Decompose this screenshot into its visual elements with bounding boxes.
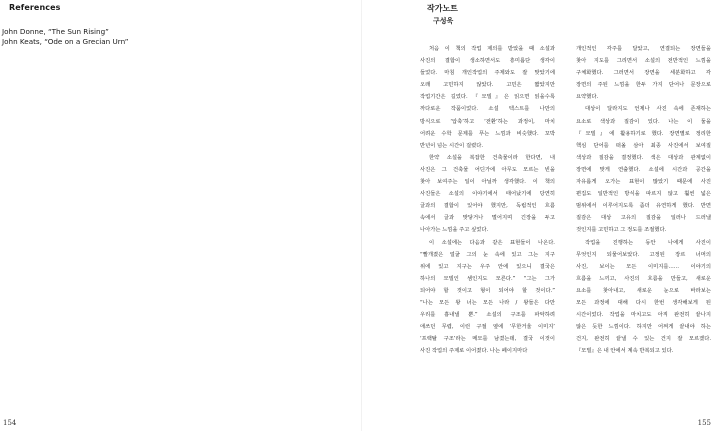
text-line: 방식으로 ‘압축’하고 ‘전환’하는 과정이, 마치	[420, 118, 555, 125]
text-line: 핵심 단어를 떠올 삼아 최종 사진에서 보여질	[576, 142, 711, 149]
text-column-1	[420, 43, 555, 357]
text-line: 찾아 보여주는 일이 아닐까 생각했다. 이 책의	[420, 179, 555, 186]
text-line: 우리를 흉내낼 뿐.” 소설의 구조를 파악하려	[420, 312, 555, 319]
text-line: 반년이 넘는 시간이 걸렸다.	[420, 142, 484, 149]
text-line: 『모빌』은 내 안에서 계속 반복되고 있다.	[576, 348, 674, 355]
text-line: 애쓰던 무렵, 이런 구절 옆에 ‘무한거울 이미지’	[420, 324, 555, 331]
text-line: 위에 있고 지구는 우주 안에 있으니 결국은	[420, 263, 555, 270]
text-column-2	[576, 43, 711, 357]
text-line: 무엇인지 되물어보았다. 고정된 장르 너머의	[576, 251, 711, 258]
text-line: 시간이었다. 작업을 마치고도 아직 완전히 끝나지	[576, 312, 711, 319]
right-page	[362, 0, 723, 431]
reference-item: John Keats, “Ode on a Grecian Urn”	[2, 36, 129, 46]
text-line: 대상이 달라지도 언제나 사진 속에 존재하는	[585, 106, 711, 113]
text-line: 속에서 글과 맞닿거나 멀어지며 긴장을 두고	[420, 215, 555, 222]
reference-list	[2, 27, 129, 46]
text-line: 되어야 할 것이고 형이 되어야 할 것이다.”	[420, 287, 555, 294]
text-line: 자유롭게 오가는 표현이 많았기 때문에 사진	[576, 179, 711, 186]
text-line: 않은 듯한 느낌이다. 하지만 어쩌게 끝내야 하는	[576, 324, 711, 331]
text-line: 장면의 주된 느낌을 한두 가지 단어나 문장으로	[576, 82, 711, 89]
text-line: 사진, 보이는 모든 이미지를…… 이야기의	[576, 263, 711, 270]
text-line: 구체화했다. 그러면서 장면을 세분화하고 각	[576, 70, 711, 77]
text-line: 흐름을 느끼고, 사진의 흐름을 만들고, 새로운	[576, 275, 711, 282]
page-number-left: 154	[3, 419, 17, 427]
text-line: 편집도 일반적인 방식을 따르지 않고 훨씬 넓은	[576, 191, 711, 198]
references-heading: References	[9, 3, 61, 12]
text-line: ‘프랙탈 구조’라는 메모를 남겼는데, 결국 이것이	[420, 336, 555, 343]
text-line: 질감은 대상 고유의 질감을 일러나 드러낼	[576, 215, 711, 222]
text-line: 오래 고민하지 않았다. 고민은 짧았지만	[420, 82, 555, 89]
text-line: 이 소설에는 다음과 같은 표현들이 나온다.	[429, 239, 555, 246]
text-line: 사진은 그 건축물 어딘가에 아무도 모르는 빈을	[420, 166, 555, 173]
article-title: 작가노트	[427, 4, 458, 13]
text-line: 것인지를 고민하고 그 정도를 조절했다.	[576, 227, 667, 234]
text-line: 모든 과정에 대해 다시 한번 생각해보게 된	[576, 299, 711, 306]
text-line: 글과의 결합이 있어야 했지만, 독립적인 흐름	[420, 203, 555, 210]
page-number-right: 155	[697, 419, 711, 427]
text-line: 건지, 완전히 끝낼 수 있는 건지 잘 모르겠다.	[576, 336, 711, 343]
text-line: 사진들은 소설의 이야기에서 태어났기에 당연히	[420, 191, 555, 198]
text-line: 처음 이 책의 작업 제의를 받았을 때 소설과	[429, 46, 555, 52]
text-line: 작업을 진행하는 동안 나에게 사진이	[585, 239, 711, 246]
text-line: 사진의 결합이 생소하면서도 흥미롭단 생각이	[420, 58, 555, 65]
text-line: 나아가는 느낌을 주고 싶었다.	[420, 227, 489, 234]
text-line: 작업기간은 길었다. 『모빌』은 읽으면 읽을수록	[420, 94, 555, 101]
text-line: 한약 소설을 복잡한 건축물이라 한다면, 내	[429, 154, 555, 161]
text-line: 색상과 질감을 결정했다. 색은 대상과 관계없이	[576, 154, 711, 161]
article-author: 구성욱	[433, 17, 454, 25]
reference-item: John Donne, “The Sun Rising”	[2, 27, 109, 36]
text-line: “빨개졌은 얼굴 그의 눈 속에 있고 그는 지구	[420, 251, 555, 258]
text-line: “나는 모든 왕 너는 모든 나라 / 왕들은 다만	[420, 299, 555, 306]
text-line: 범위에서 이루어지도록 좀더 유연하게 했다. 반면	[576, 203, 711, 210]
text-line: 요소를 찾아내고, 새로운 눈으로 바라보는	[576, 287, 711, 294]
text-line: 요약했다.	[576, 94, 599, 101]
text-line: 사진 작업의 주제로 이어졌다. 나는 페이지마다	[420, 348, 528, 355]
text-line: 들었다. 마침 개인작업의 주제와도 잘 맞았기에	[420, 70, 555, 77]
text-line: 까다로운 작품이었다. 소설 텍스트를 나만의	[420, 106, 555, 113]
text-line: 찾아 지도를 그리면서 소설의 전반적인 느낌을	[576, 58, 711, 65]
text-line: 『모빌』에 활용하기로 했다. 장면별로 정리한	[576, 130, 711, 137]
text-line: 하나의 모빌인 셈인지도 모른다.” “그는 그가	[420, 275, 555, 282]
text-line: 요소로 색상과 질감이 있다. 나는 이 둘을	[576, 118, 711, 125]
text-line: 개인적인 각주를 달았고, 연결되는 장면들을	[576, 46, 711, 52]
text-line: 어려운 수학 문제를 푸는 느낌과 비슷했다. 꼬박	[420, 130, 555, 137]
text-line: 장면에 맞게 연출했다. 소설에 시간과 공간을	[576, 166, 711, 173]
